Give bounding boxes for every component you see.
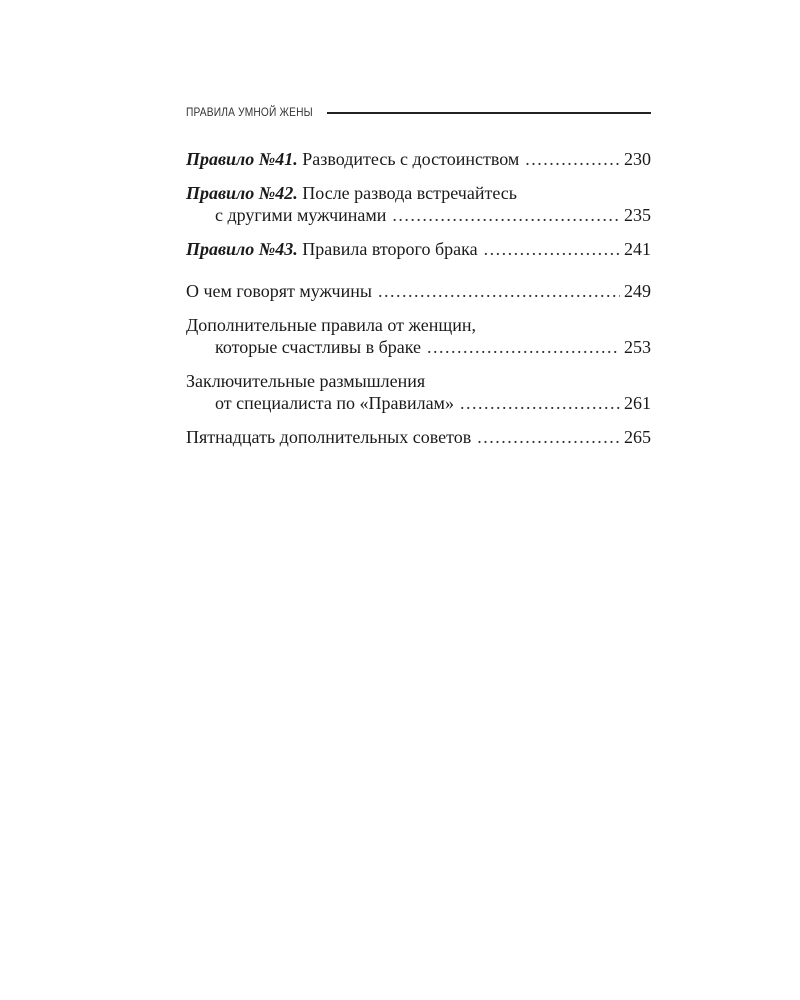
page-number: 261	[624, 393, 651, 413]
page-number: 249	[624, 281, 651, 301]
entry-title: О чем говорят мужчины	[186, 281, 372, 301]
dot-leader	[427, 336, 620, 358]
entry-title: Правила второго брака	[302, 239, 478, 259]
page-number: 230	[624, 149, 651, 169]
entry-title: Заключительные размышления	[186, 371, 426, 391]
dot-leader	[484, 238, 620, 260]
rule-number: Правило №41.	[186, 149, 298, 169]
entry-title: Пятнадцать дополнительных советов	[186, 427, 472, 447]
toc-entry-what-men-say[interactable]	[186, 280, 651, 302]
entry-title-continued: с другими мужчинами	[215, 205, 387, 225]
dot-leader	[378, 280, 620, 302]
toc-entry-rule-42[interactable]	[186, 182, 651, 226]
dot-leader	[460, 392, 620, 414]
toc-entry-fifteen-tips[interactable]	[186, 426, 651, 448]
running-header	[186, 102, 651, 122]
toc-entry-rule-43[interactable]	[186, 238, 651, 260]
toc-entry-final-thoughts[interactable]	[186, 370, 651, 414]
entry-title: Дополнительные правила от женщин,	[186, 315, 476, 335]
page-number: 241	[624, 239, 651, 259]
entry-title: Разводитесь с достоинством	[302, 149, 520, 169]
toc-entry-rule-41[interactable]	[186, 148, 651, 170]
entry-title-continued: которые счастливы в браке	[215, 337, 422, 357]
entry-title: После развода встречайтесь	[302, 183, 517, 203]
book-page	[186, 102, 651, 448]
table-of-contents	[186, 148, 651, 448]
dot-leader	[477, 426, 620, 448]
dot-leader	[392, 204, 620, 226]
page-number: 235	[624, 205, 651, 225]
dot-leader	[525, 148, 620, 170]
header-rule	[327, 112, 651, 114]
rule-number: Правило №43.	[186, 239, 298, 259]
rule-number: Правило №42.	[186, 183, 298, 203]
running-title: ПРАВИЛА УМНОЙ ЖЕНЫ	[186, 105, 313, 119]
toc-entry-additional-rules[interactable]	[186, 314, 651, 358]
page-number: 253	[624, 337, 651, 357]
page-number: 265	[624, 427, 651, 447]
entry-title-continued: от специалиста по «Правилам»	[215, 393, 454, 413]
